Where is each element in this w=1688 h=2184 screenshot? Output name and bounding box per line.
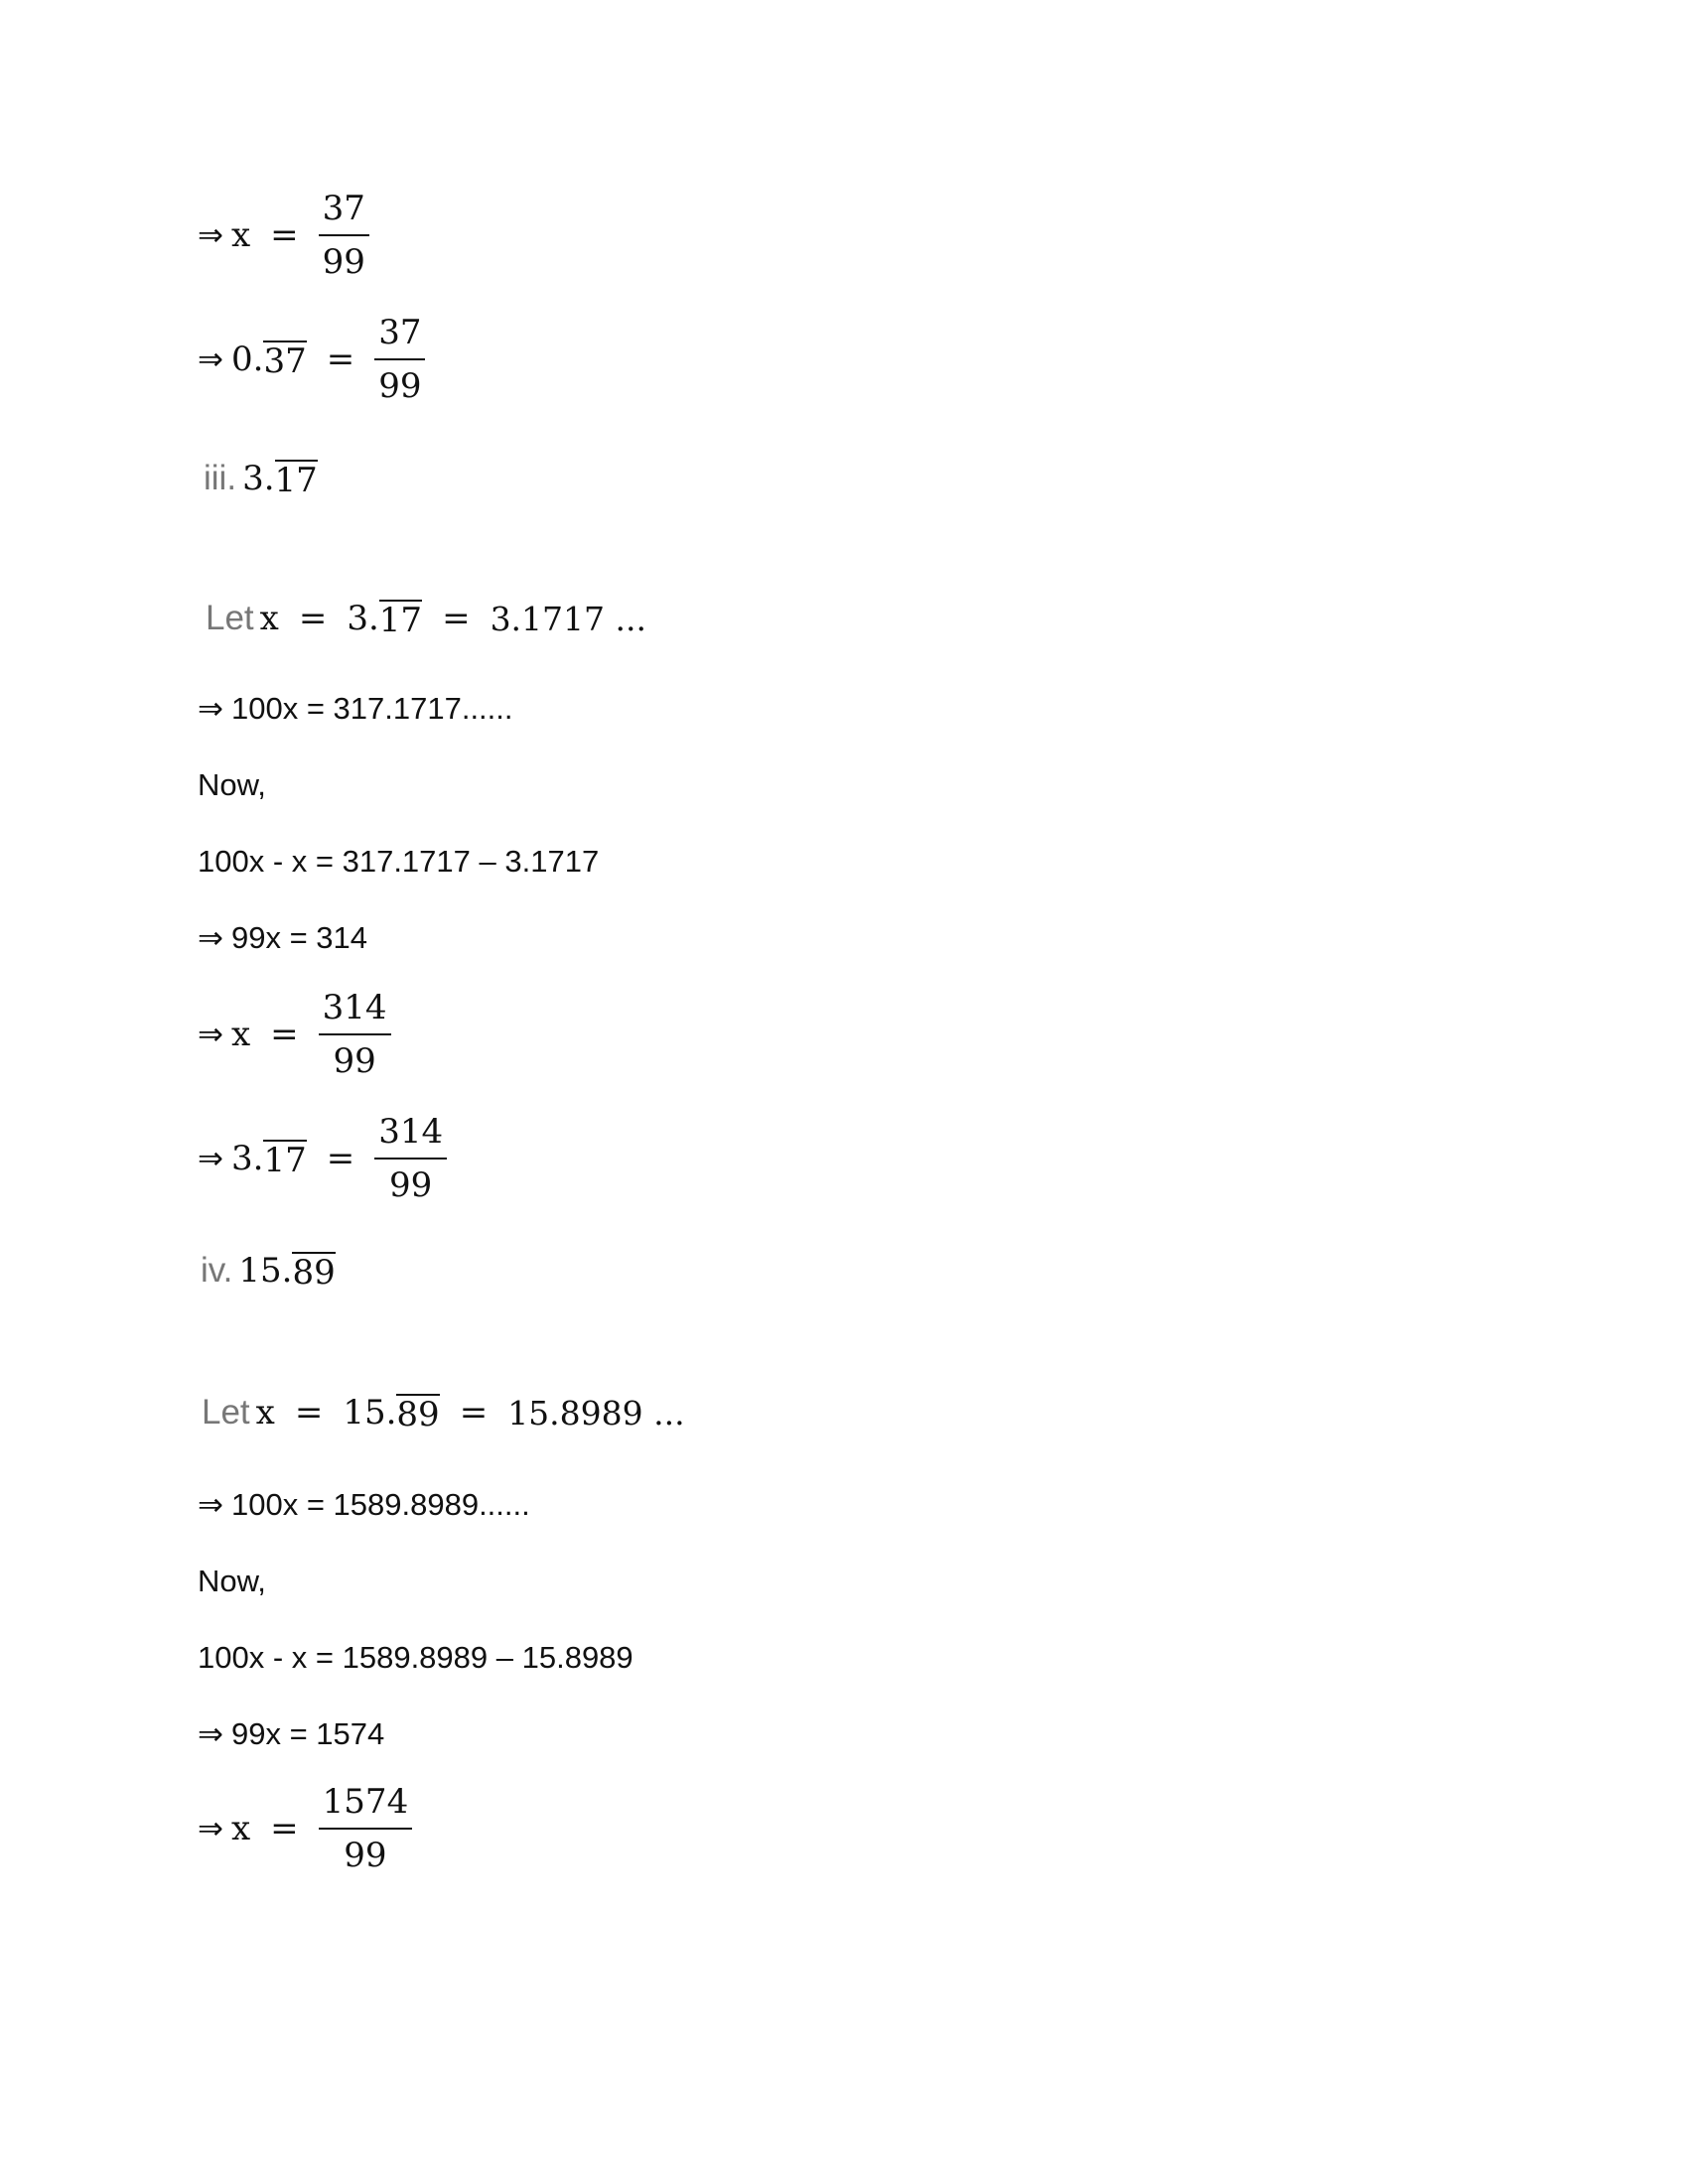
- numerator: 37: [374, 313, 425, 360]
- equals: =: [270, 215, 299, 255]
- decimal-int: 15.: [238, 1251, 293, 1291]
- implies-arrow: ⇒: [198, 920, 223, 956]
- fraction: [319, 988, 391, 1081]
- equals: =: [326, 340, 355, 379]
- equation-text: 100x = 317.1717......: [230, 691, 513, 726]
- let-word: Let: [206, 599, 254, 637]
- denominator: 99: [322, 242, 365, 282]
- equals: =: [298, 599, 328, 638]
- part-iii-99x: [198, 920, 367, 956]
- decimal-int: 3.: [242, 459, 275, 498]
- part-iii-result: [198, 1112, 447, 1205]
- part-iv-now: [198, 1564, 266, 1599]
- part-iv-heading: [201, 1251, 336, 1291]
- part-iii-let: [206, 599, 646, 638]
- part-iv-x-fraction: [198, 1782, 412, 1875]
- implies-arrow: ⇒: [198, 1487, 223, 1523]
- equals: =: [270, 1809, 299, 1848]
- fraction: [319, 189, 369, 282]
- part-iv-let: [202, 1393, 685, 1433]
- var-x: x: [230, 1809, 251, 1848]
- part-iv-subtract: [198, 1640, 633, 1676]
- let-word: Let: [202, 1393, 250, 1432]
- implies-arrow: ⇒: [198, 1141, 223, 1176]
- fraction: [374, 313, 425, 406]
- part-iv-100x: [198, 1487, 530, 1523]
- eq-x-37-99: [198, 189, 369, 282]
- part-numeral: iv.: [201, 1251, 233, 1290]
- part-iii-subtract: [198, 844, 599, 880]
- fraction: [374, 1112, 447, 1205]
- equals: =: [442, 599, 471, 638]
- part-iv-99x: [198, 1716, 384, 1752]
- repeating-digits: 17: [263, 1141, 307, 1180]
- expanded-decimal: 3.1717 ...: [490, 599, 646, 638]
- repeating-digits: 89: [292, 1253, 336, 1293]
- numerator: 314: [374, 1112, 447, 1160]
- equation-text: 100x = 1589.8989......: [230, 1487, 530, 1522]
- part-iii-x-fraction: [198, 988, 391, 1081]
- repeating-digits: 17: [378, 601, 423, 640]
- part-numeral: iii.: [204, 459, 237, 497]
- decimal-int: 15.: [343, 1393, 397, 1433]
- implies-arrow: ⇒: [198, 1017, 223, 1052]
- equation-text: 100x - x = 317.1717 – 3.1717: [198, 844, 600, 879]
- denominator: 99: [344, 1836, 387, 1875]
- equals: =: [326, 1139, 355, 1178]
- decimal-int: 3.: [230, 1139, 264, 1178]
- var-x: x: [255, 1393, 275, 1433]
- implies-arrow: ⇒: [198, 1811, 223, 1846]
- part-iii-100x: [198, 691, 513, 727]
- equals: =: [459, 1393, 489, 1433]
- part-iii-now: [198, 767, 266, 803]
- numerator: 314: [319, 988, 391, 1035]
- var-x: x: [259, 599, 279, 638]
- equation-text: 99x = 314: [230, 920, 368, 955]
- now-text: Now,: [198, 767, 266, 802]
- repeating-digits: 37: [263, 341, 307, 381]
- denominator: 99: [378, 366, 422, 406]
- repeating-digits: 17: [274, 461, 318, 500]
- fraction: [319, 1782, 413, 1875]
- repeating-digits: 89: [396, 1395, 440, 1434]
- var-x: x: [230, 215, 251, 255]
- numerator: 37: [319, 189, 369, 236]
- equation-text: 99x = 1574: [230, 1716, 385, 1751]
- eq-0-37-result: [198, 313, 425, 406]
- equation-text: 100x - x = 1589.8989 – 15.8989: [198, 1640, 633, 1675]
- denominator: 99: [389, 1165, 433, 1205]
- expanded-decimal: 15.8989 ...: [507, 1393, 685, 1433]
- var-x: x: [230, 1015, 251, 1054]
- implies-arrow: ⇒: [198, 1716, 223, 1752]
- equals: =: [294, 1393, 324, 1433]
- denominator: 99: [333, 1041, 376, 1081]
- implies-arrow: ⇒: [198, 341, 223, 377]
- implies-arrow: ⇒: [198, 217, 223, 253]
- decimal-int: 3.: [347, 599, 379, 638]
- part-iii-heading: [204, 459, 318, 498]
- now-text: Now,: [198, 1564, 266, 1598]
- implies-arrow: ⇒: [198, 691, 223, 727]
- decimal-int: 0.: [230, 340, 264, 379]
- equals: =: [270, 1015, 299, 1054]
- numerator: 1574: [319, 1782, 413, 1830]
